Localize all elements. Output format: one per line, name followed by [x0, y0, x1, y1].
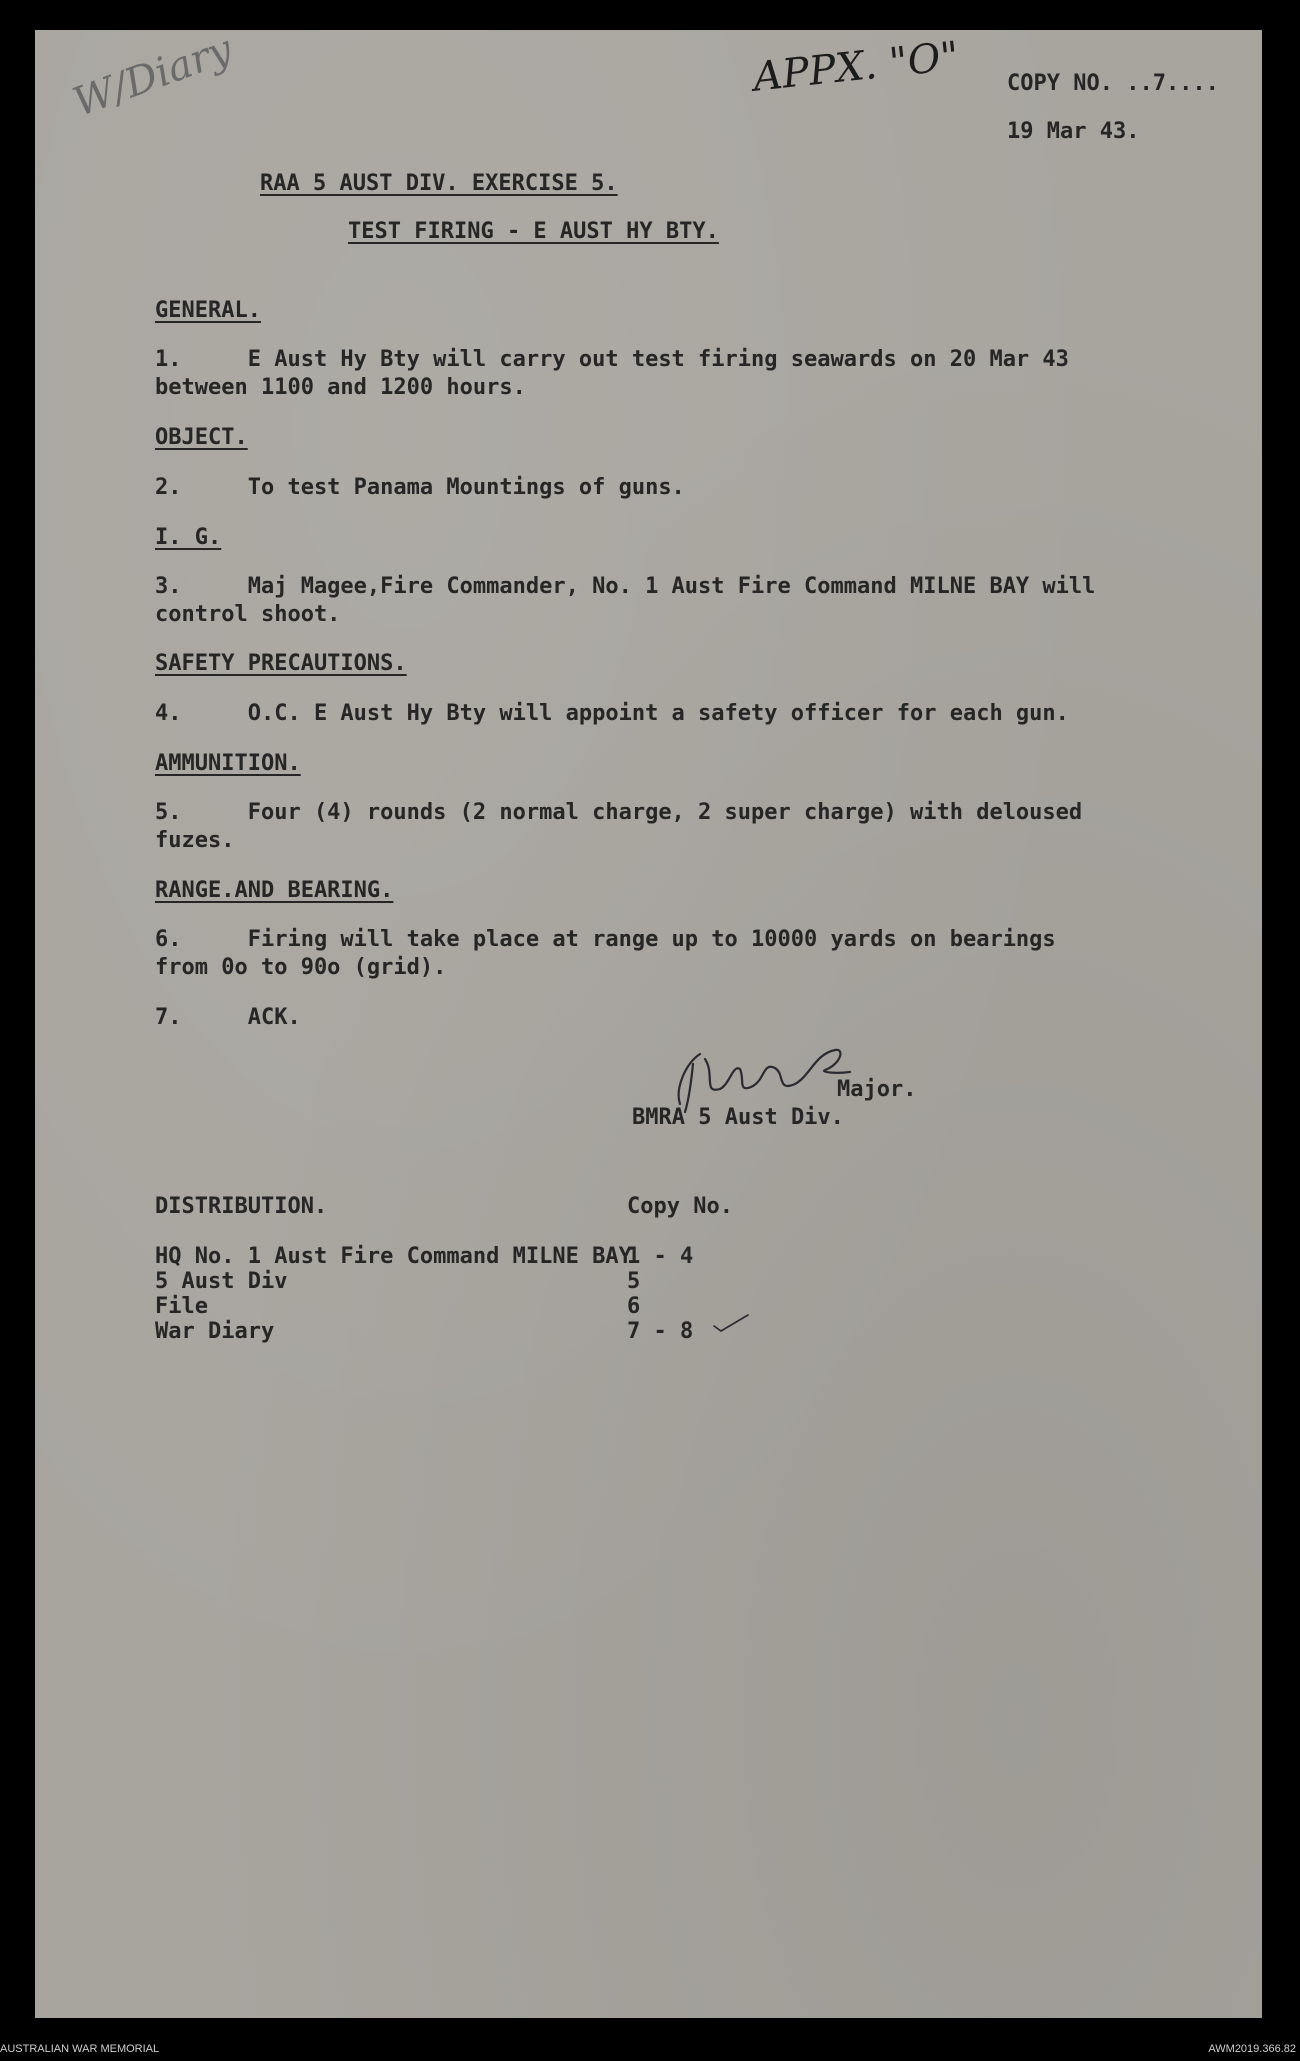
distribution-copy: 1 - 4: [627, 1244, 694, 1269]
document-title: RAA 5 AUST DIV. EXERCISE 5.: [260, 171, 618, 196]
signature-rank: Major.: [837, 1077, 917, 1102]
distribution-heading: DISTRIBUTION.: [155, 1194, 328, 1219]
document-subtitle: TEST FIRING - E AUST HY BTY.: [348, 219, 719, 244]
section-line: fuzes.: [155, 828, 235, 853]
document-date: 19 Mar 43.: [1007, 119, 1140, 144]
appendix-handwritten: APPX. "O": [751, 33, 962, 101]
section-heading: GENERAL.: [155, 298, 261, 323]
distribution-recipient: War Diary: [155, 1319, 275, 1344]
copy-no-heading: Copy No.: [627, 1194, 733, 1219]
section-line: between 1100 and 1200 hours.: [155, 375, 526, 400]
section-line: from 0o to 90o (grid).: [155, 955, 447, 980]
section-line: 1. E Aust Hy Bty will carry out test firing seawards on 20 Mar 43: [155, 347, 1069, 372]
section-heading: AMMUNITION.: [155, 751, 301, 776]
copy-number: COPY NO. ..7....: [1007, 71, 1219, 96]
distribution-copy: 7 - 8: [627, 1319, 694, 1344]
distribution-recipient: HQ No. 1 Aust Fire Command MILNE BAY: [155, 1244, 632, 1269]
section-line: 2. To test Panama Mountings of guns.: [155, 475, 685, 500]
distribution-copy: 6: [627, 1294, 641, 1319]
section-heading: I. G.: [155, 525, 222, 550]
section-heading: SAFETY PRECAUTIONS.: [155, 651, 407, 676]
section-line: 3. Maj Magee,Fire Commander, No. 1 Aust Fire Command MILNE BAY will: [155, 574, 1096, 599]
section-line: 5. Four (4) rounds (2 normal charge, 2 super charge) with deloused: [155, 800, 1083, 825]
check-mark-icon: [711, 1312, 751, 1336]
section-line: 7. ACK.: [155, 1005, 301, 1030]
footer-accession: AWM2019.366.82: [1208, 2043, 1296, 2055]
distribution-copy: 5: [627, 1269, 641, 1294]
section-line: 6. Firing will take place at range up to 10000 yards on bearings: [155, 927, 1056, 952]
footer-credit: AUSTRALIAN WAR MEMORIAL: [0, 2043, 160, 2055]
signature-unit: BMRA 5 Aust Div.: [632, 1105, 844, 1130]
section-line: control shoot.: [155, 602, 341, 627]
distribution-recipient: File: [155, 1294, 208, 1319]
pencil-annotation: W/Diary: [67, 26, 239, 127]
document-page: [35, 26, 1262, 2018]
section-line: 4. O.C. E Aust Hy Bty will appoint a safety officer for each gun.: [155, 701, 1069, 726]
distribution-recipient: 5 Aust Div: [155, 1269, 288, 1294]
section-heading: OBJECT.: [155, 425, 248, 450]
section-heading: RANGE.AND BEARING.: [155, 878, 394, 903]
